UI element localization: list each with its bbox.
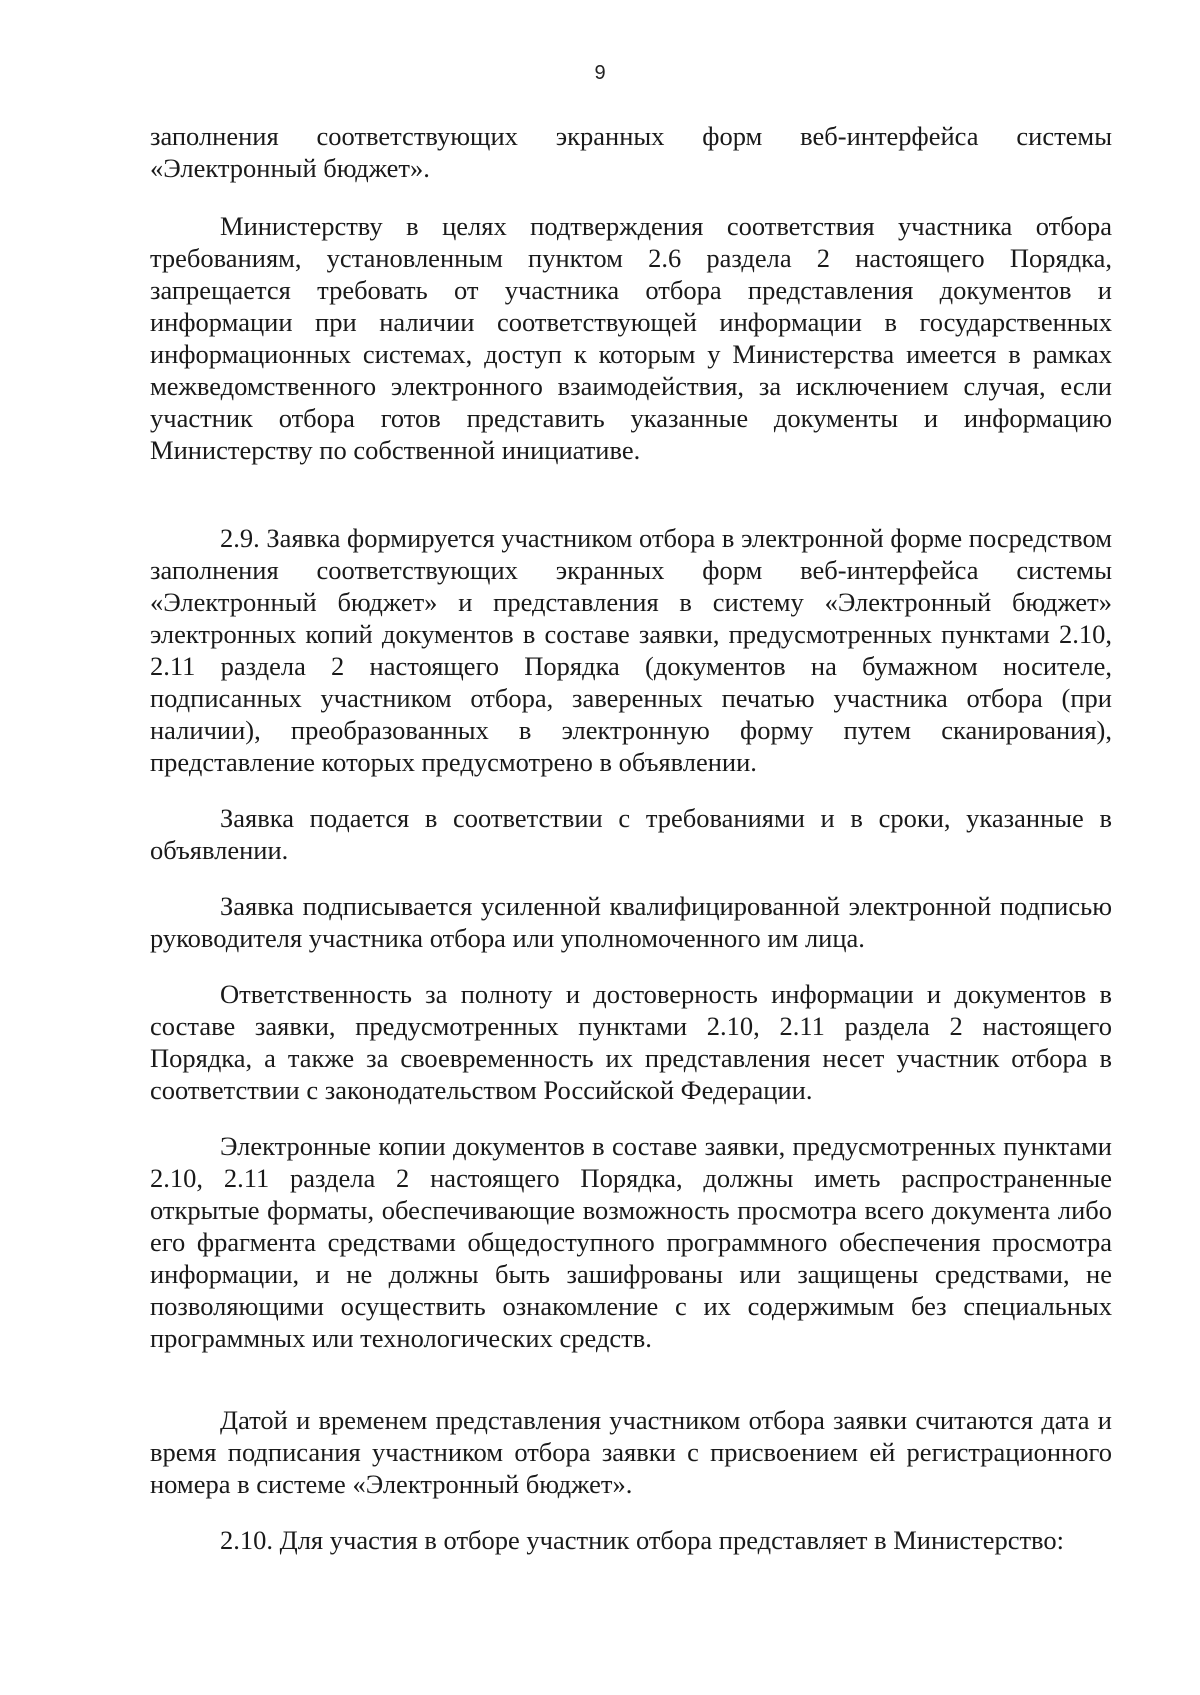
paragraph-responsibility: Ответственность за полноту и достоверность информации и документов в составе заявки, предусмотренных пунктами 2.10, 2.11 раздела 2 настоящего Порядка, а также за своевременность их представления несет участник отбора в соответствии с законодательством Российской Федерации. [150,979,1112,1105]
paragraph-submission-date: Датой и временем представления участником отбора заявки считаются дата и время подписания участником отбора заявки с присвоением ей регистрационного номера в системе «Электронный бюджет». [150,1405,1112,1499]
paragraph-2-9: 2.9. Заявка формируется участником отбора в электронной форме посредством заполнения соответствующих экранных форм веб-интерфейса системы «Электронный бюджет» и представления в систему «Электронный бюджет» электронных копий документов в составе заявки, предусмотренных пунктами 2.10, 2.11 раздела 2 настоящего Порядка (документов на бумажном носителе, подписанных участником отбора, заверенных печатью участника отбора (при наличии), преобразованных в электронную форму путем сканирования), представление которых предусмотрено в объявлении. [150,523,1112,777]
paragraph-electronic-copies: Электронные копии документов в составе заявки, предусмотренных пунктами 2.10, 2.11 раздела 2 настоящего Порядка, должны иметь распространенные открытые форматы, обеспечивающие возможность просмотра всего документа либо его фрагмента средствами общедоступного программного обеспечения просмотра информации, и не должны быть зашифрованы или защищены средствами, не позволяющими осуществить ознакомление с их содержимым без специальных программных или технологических средств. [150,1131,1112,1353]
paragraph-2-10: 2.10. Для участия в отборе участник отбора представляет в Министерство: [220,1525,1064,1555]
page-number: 9 [594,62,606,84]
paragraph-application-signature: Заявка подписывается усиленной квалифицированной электронной подписью руководителя участника отбора или уполномоченного им лица. [150,891,1112,953]
paragraph-continuation: заполнения соответствующих экранных форм веб-интерфейса системы «Электронный бюджет». [150,121,1112,183]
document-body [150,120,1112,1556]
paragraph-application-submission: Заявка подается в соответствии с требованиями и в сроки, указанные в объявлении. [150,803,1112,865]
paragraph-ministry-restriction: Министерству в целях подтверждения соответствия участника отбора требованиям, установленным пунктом 2.6 раздела 2 настоящего Порядка, запрещается требовать от участника отбора представления документов и информации при наличии соответствующей информации в государственных информационных системах, доступ к которым у Министерства имеется в рамках межведомственного электронного взаимодействия, за исключением случая, если участник отбора готов представить указанные документы и информацию Министерству по собственной инициативе. [150,211,1112,465]
